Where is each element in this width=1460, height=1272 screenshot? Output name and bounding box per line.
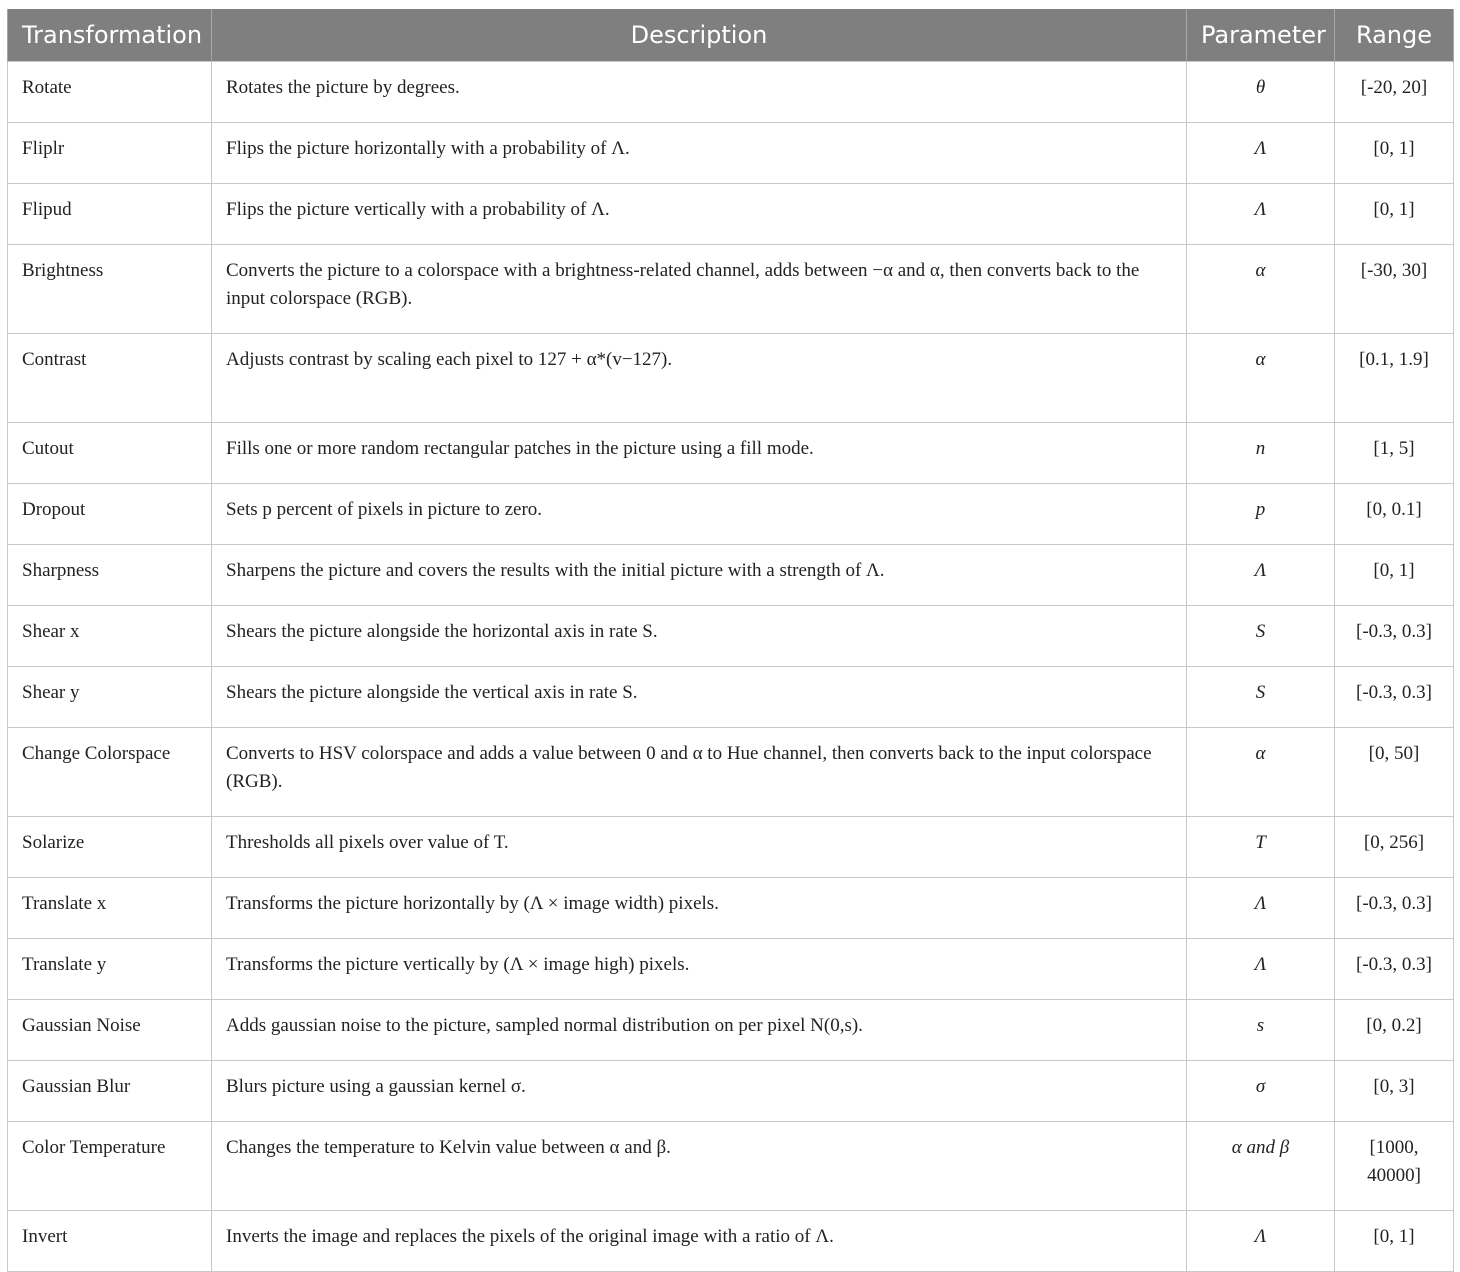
cell-description: Inverts the image and replaces the pixels of the original image with a ratio of Λ.	[212, 1211, 1187, 1272]
table-header	[8, 9, 1454, 62]
table-row	[8, 878, 1454, 939]
cell-description: Transforms the picture vertically by (Λ × image high) pixels.	[212, 939, 1187, 1000]
cell-transformation: Shear y	[8, 667, 212, 728]
cell-transformation: Fliplr	[8, 123, 212, 184]
cell-description: Fills one or more random rectangular patches in the picture using a fill mode.	[212, 423, 1187, 484]
transformations-table-container	[7, 9, 1453, 1272]
cell-parameter: S	[1187, 606, 1335, 667]
cell-parameter: α	[1187, 334, 1335, 423]
table-row	[8, 606, 1454, 667]
cell-range: [-0.3, 0.3]	[1335, 939, 1454, 1000]
cell-parameter: α	[1187, 245, 1335, 334]
cell-range: [1000, 40000]	[1335, 1122, 1454, 1211]
cell-description: Converts to HSV colorspace and adds a value between 0 and α to Hue channel, then converts back to the input colorspace (RGB).	[212, 728, 1187, 817]
cell-range: [-0.3, 0.3]	[1335, 606, 1454, 667]
cell-range: [0.1, 1.9]	[1335, 334, 1454, 423]
cell-parameter: α	[1187, 728, 1335, 817]
cell-description: Adjusts contrast by scaling each pixel to 127 + α*(v−127).	[212, 334, 1187, 423]
table-row	[8, 423, 1454, 484]
cell-description: Shears the picture alongside the vertical axis in rate S.	[212, 667, 1187, 728]
table-row	[8, 1061, 1454, 1122]
header-transformation: Transformation	[8, 9, 212, 62]
cell-transformation: Gaussian Blur	[8, 1061, 212, 1122]
cell-description: Rotates the picture by degrees.	[212, 62, 1187, 123]
cell-parameter: α and β	[1187, 1122, 1335, 1211]
cell-range: [-30, 30]	[1335, 245, 1454, 334]
header-range: Range	[1335, 9, 1454, 62]
table-row	[8, 1211, 1454, 1272]
table-row	[8, 939, 1454, 1000]
cell-range: [0, 256]	[1335, 817, 1454, 878]
table-row	[8, 1122, 1454, 1211]
cell-parameter: Λ	[1187, 1211, 1335, 1272]
cell-parameter: θ	[1187, 62, 1335, 123]
table-row	[8, 62, 1454, 123]
cell-parameter: s	[1187, 1000, 1335, 1061]
cell-parameter: Λ	[1187, 545, 1335, 606]
cell-description: Thresholds all pixels over value of T.	[212, 817, 1187, 878]
cell-description: Converts the picture to a colorspace with a brightness-related channel, adds between −α and α, then converts back to the input colorspace (RGB).	[212, 245, 1187, 334]
cell-range: [0, 1]	[1335, 123, 1454, 184]
cell-range: [-20, 20]	[1335, 62, 1454, 123]
cell-range: [0, 1]	[1335, 1211, 1454, 1272]
table-row	[8, 667, 1454, 728]
cell-parameter: σ	[1187, 1061, 1335, 1122]
cell-transformation: Flipud	[8, 184, 212, 245]
cell-transformation: Change Colorspace	[8, 728, 212, 817]
cell-description: Flips the picture vertically with a probability of Λ.	[212, 184, 1187, 245]
table-row	[8, 1000, 1454, 1061]
cell-description: Sharpens the picture and covers the results with the initial picture with a strength of Λ.	[212, 545, 1187, 606]
cell-transformation: Dropout	[8, 484, 212, 545]
table-row	[8, 245, 1454, 334]
cell-transformation: Color Temperature	[8, 1122, 212, 1211]
cell-range: [0, 0.1]	[1335, 484, 1454, 545]
cell-description: Sets p percent of pixels in picture to zero.	[212, 484, 1187, 545]
cell-transformation: Translate x	[8, 878, 212, 939]
cell-description: Adds gaussian noise to the picture, sampled normal distribution on per pixel N(0,s).	[212, 1000, 1187, 1061]
cell-range: [0, 3]	[1335, 1061, 1454, 1122]
cell-transformation: Translate y	[8, 939, 212, 1000]
cell-range: [0, 0.2]	[1335, 1000, 1454, 1061]
header-description: Description	[212, 9, 1187, 62]
cell-parameter: p	[1187, 484, 1335, 545]
cell-parameter: T	[1187, 817, 1335, 878]
cell-description: Flips the picture horizontally with a probability of Λ.	[212, 123, 1187, 184]
header-parameter: Parameter	[1187, 9, 1335, 62]
cell-transformation: Rotate	[8, 62, 212, 123]
cell-parameter: Λ	[1187, 184, 1335, 245]
table-row	[8, 334, 1454, 423]
cell-transformation: Contrast	[8, 334, 212, 423]
table-row	[8, 484, 1454, 545]
cell-range: [0, 1]	[1335, 184, 1454, 245]
cell-transformation: Brightness	[8, 245, 212, 334]
cell-range: [-0.3, 0.3]	[1335, 878, 1454, 939]
table-row	[8, 817, 1454, 878]
cell-transformation: Gaussian Noise	[8, 1000, 212, 1061]
cell-description: Blurs picture using a gaussian kernel σ.	[212, 1061, 1187, 1122]
cell-parameter: Λ	[1187, 878, 1335, 939]
cell-range: [0, 1]	[1335, 545, 1454, 606]
cell-transformation: Shear x	[8, 606, 212, 667]
cell-transformation: Sharpness	[8, 545, 212, 606]
cell-transformation: Cutout	[8, 423, 212, 484]
transformations-table	[7, 9, 1454, 1272]
cell-parameter: Λ	[1187, 939, 1335, 1000]
cell-description: Changes the temperature to Kelvin value between α and β.	[212, 1122, 1187, 1211]
cell-range: [-0.3, 0.3]	[1335, 667, 1454, 728]
cell-parameter: n	[1187, 423, 1335, 484]
cell-transformation: Solarize	[8, 817, 212, 878]
table-row	[8, 728, 1454, 817]
cell-transformation: Invert	[8, 1211, 212, 1272]
header-row	[8, 9, 1454, 62]
cell-range: [1, 5]	[1335, 423, 1454, 484]
table-row	[8, 545, 1454, 606]
table-body	[8, 62, 1454, 1272]
cell-range: [0, 50]	[1335, 728, 1454, 817]
cell-description: Transforms the picture horizontally by (Λ × image width) pixels.	[212, 878, 1187, 939]
cell-parameter: Λ	[1187, 123, 1335, 184]
table-row	[8, 184, 1454, 245]
cell-description: Shears the picture alongside the horizontal axis in rate S.	[212, 606, 1187, 667]
cell-parameter: S	[1187, 667, 1335, 728]
table-row	[8, 123, 1454, 184]
